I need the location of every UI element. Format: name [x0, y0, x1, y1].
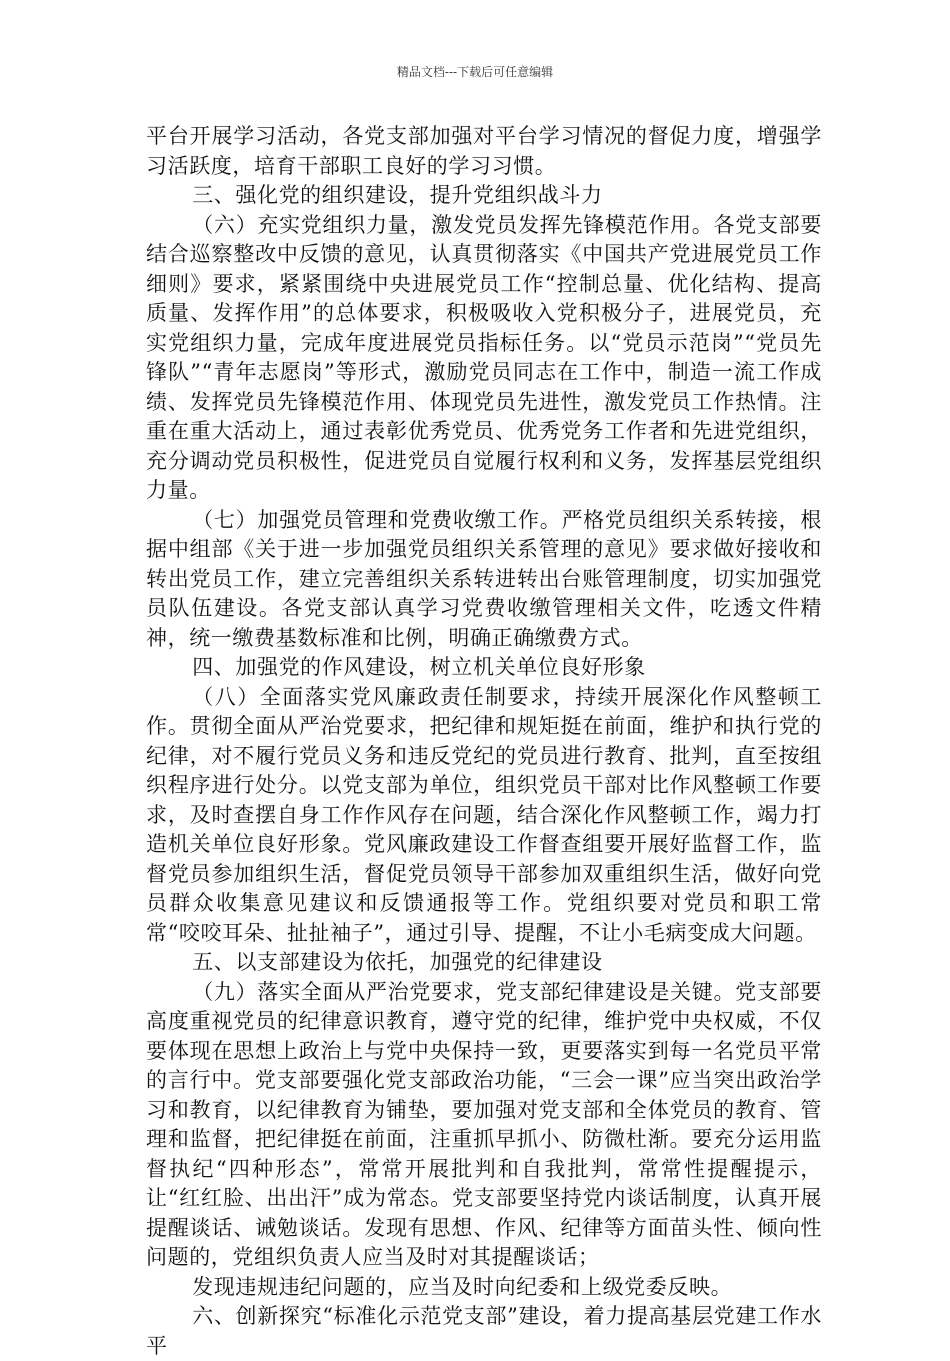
paragraph-report-violations: 发现违规违纪问题的，应当及时向纪委和上级党委反映。 [192, 1274, 733, 1299]
page-header-watermark: 精品文档---下载后可任意编辑 [396, 65, 554, 79]
paragraph-item-7: （七）加强党员管理和党费收缴工作。严格党员组织关系转接，根据中组部《关于进一步加强党员组织关系管理的意见》要求做好接收和转出党员工作，建立完善组织关系转进转出台账管理制度，切实加强党员队伍建设。各党支部认真学习党费收缴管理相关文件，吃透文件精神，统一缴费基数标准和比例，明确正确缴费方式。 [146, 507, 822, 650]
paragraph-study-platform: 平台开展学习活动，各党支部加强对平台学习情况的督促力度，增强学习活跃度，培育干部职工良好的学习习惯。 [146, 124, 822, 178]
section-heading-6: 六、创新探究“标准化示范党支部”建设，着力提高基层党建工作水平 [146, 1304, 822, 1358]
paragraph-item-9: （九）落实全面从严治党要求，党支部纪律建设是关键。党支部要高度重视党员的纪律意识教育，遵守党的纪律，维护党中央权威，不仅要体现在思想上政治上与党中央保持一致，更要落实到每一名党员平常的言行中。党支部要强化党支部政治功能，“三会一课”应当突出政治学习和教育，以纪律教育为铺垫，要加强对党支部和全体党员的教育、管理和监督，把纪律挺在前面，注重抓早抓小、防微杜渐。要充分运用监督执纪“四种形态”，常常开展批判和自我批判，常常性提醒提示，让“红红脸、出出汗”成为常态。党支部要坚持党内谈话制度，认真开展提醒谈话、诫勉谈话。发现有思想、作风、纪律等方面苗头性、倾向性问题的，党组织负责人应当及时对其提醒谈话； [146, 979, 822, 1269]
paragraph-item-6: （六）充实党组织力量，激发党员发挥先锋模范作用。各党支部要结合巡察整改中反馈的意见，认真贯彻落实《中国共产党进展党员工作细则》要求，紧紧围绕中央进展党员工作“控制总量、优化结构、提高质量、发挥作用”的总体要求，积极吸收入党积极分子，进展党员，充实党组织力量，完成年度进展党员指标任务。以“党员示范岗”“党员先锋队”“青年志愿岗”等形式，激励党员同志在工作中，制造一流工作成绩、发挥党员先锋模范作用、体现党员先进性，激发党员工作热情。注重在重大活动上，通过表彰优秀党员、优秀党务工作者和先进党组织，充分调动党员积极性，促进党员自觉履行权利和义务，发挥基层党组织力量。 [146, 212, 822, 502]
paragraph-item-8: （八）全面落实党风廉政责任制要求，持续开展深化作风整顿工作。贯彻全面从严治党要求，把纪律和规矩挺在前面，维护和执行党的纪律，对不履行党员义务和违反党纪的党员进行教育、批判，直至按组织程序进行处分。以党支部为单位，组织党员干部对比作风整顿工作要求，及时查摆自身工作作风存在问题，结合深化作风整顿工作，竭力打造机关单位良好形象。党风廉政建设工作督查组要开展好监督工作，监督党员参加组织生活，督促党员领导干部参加双重组织生活，做好向党员群众收集意见建议和反馈通报等工作。党组织要对党员和职工常常“咬咬耳朵、扯扯袖子”，通过引导、提醒，不让小毛病变成大问题。 [146, 684, 822, 945]
section-heading-4: 四、加强党的作风建设，树立机关单位良好形象 [192, 655, 646, 679]
document-body [146, 122, 822, 1361]
section-heading-5: 五、以支部建设为依托，加强党的纪律建设 [192, 950, 603, 974]
section-heading-3: 三、强化党的组织建设，提升党组织战斗力 [192, 183, 603, 207]
